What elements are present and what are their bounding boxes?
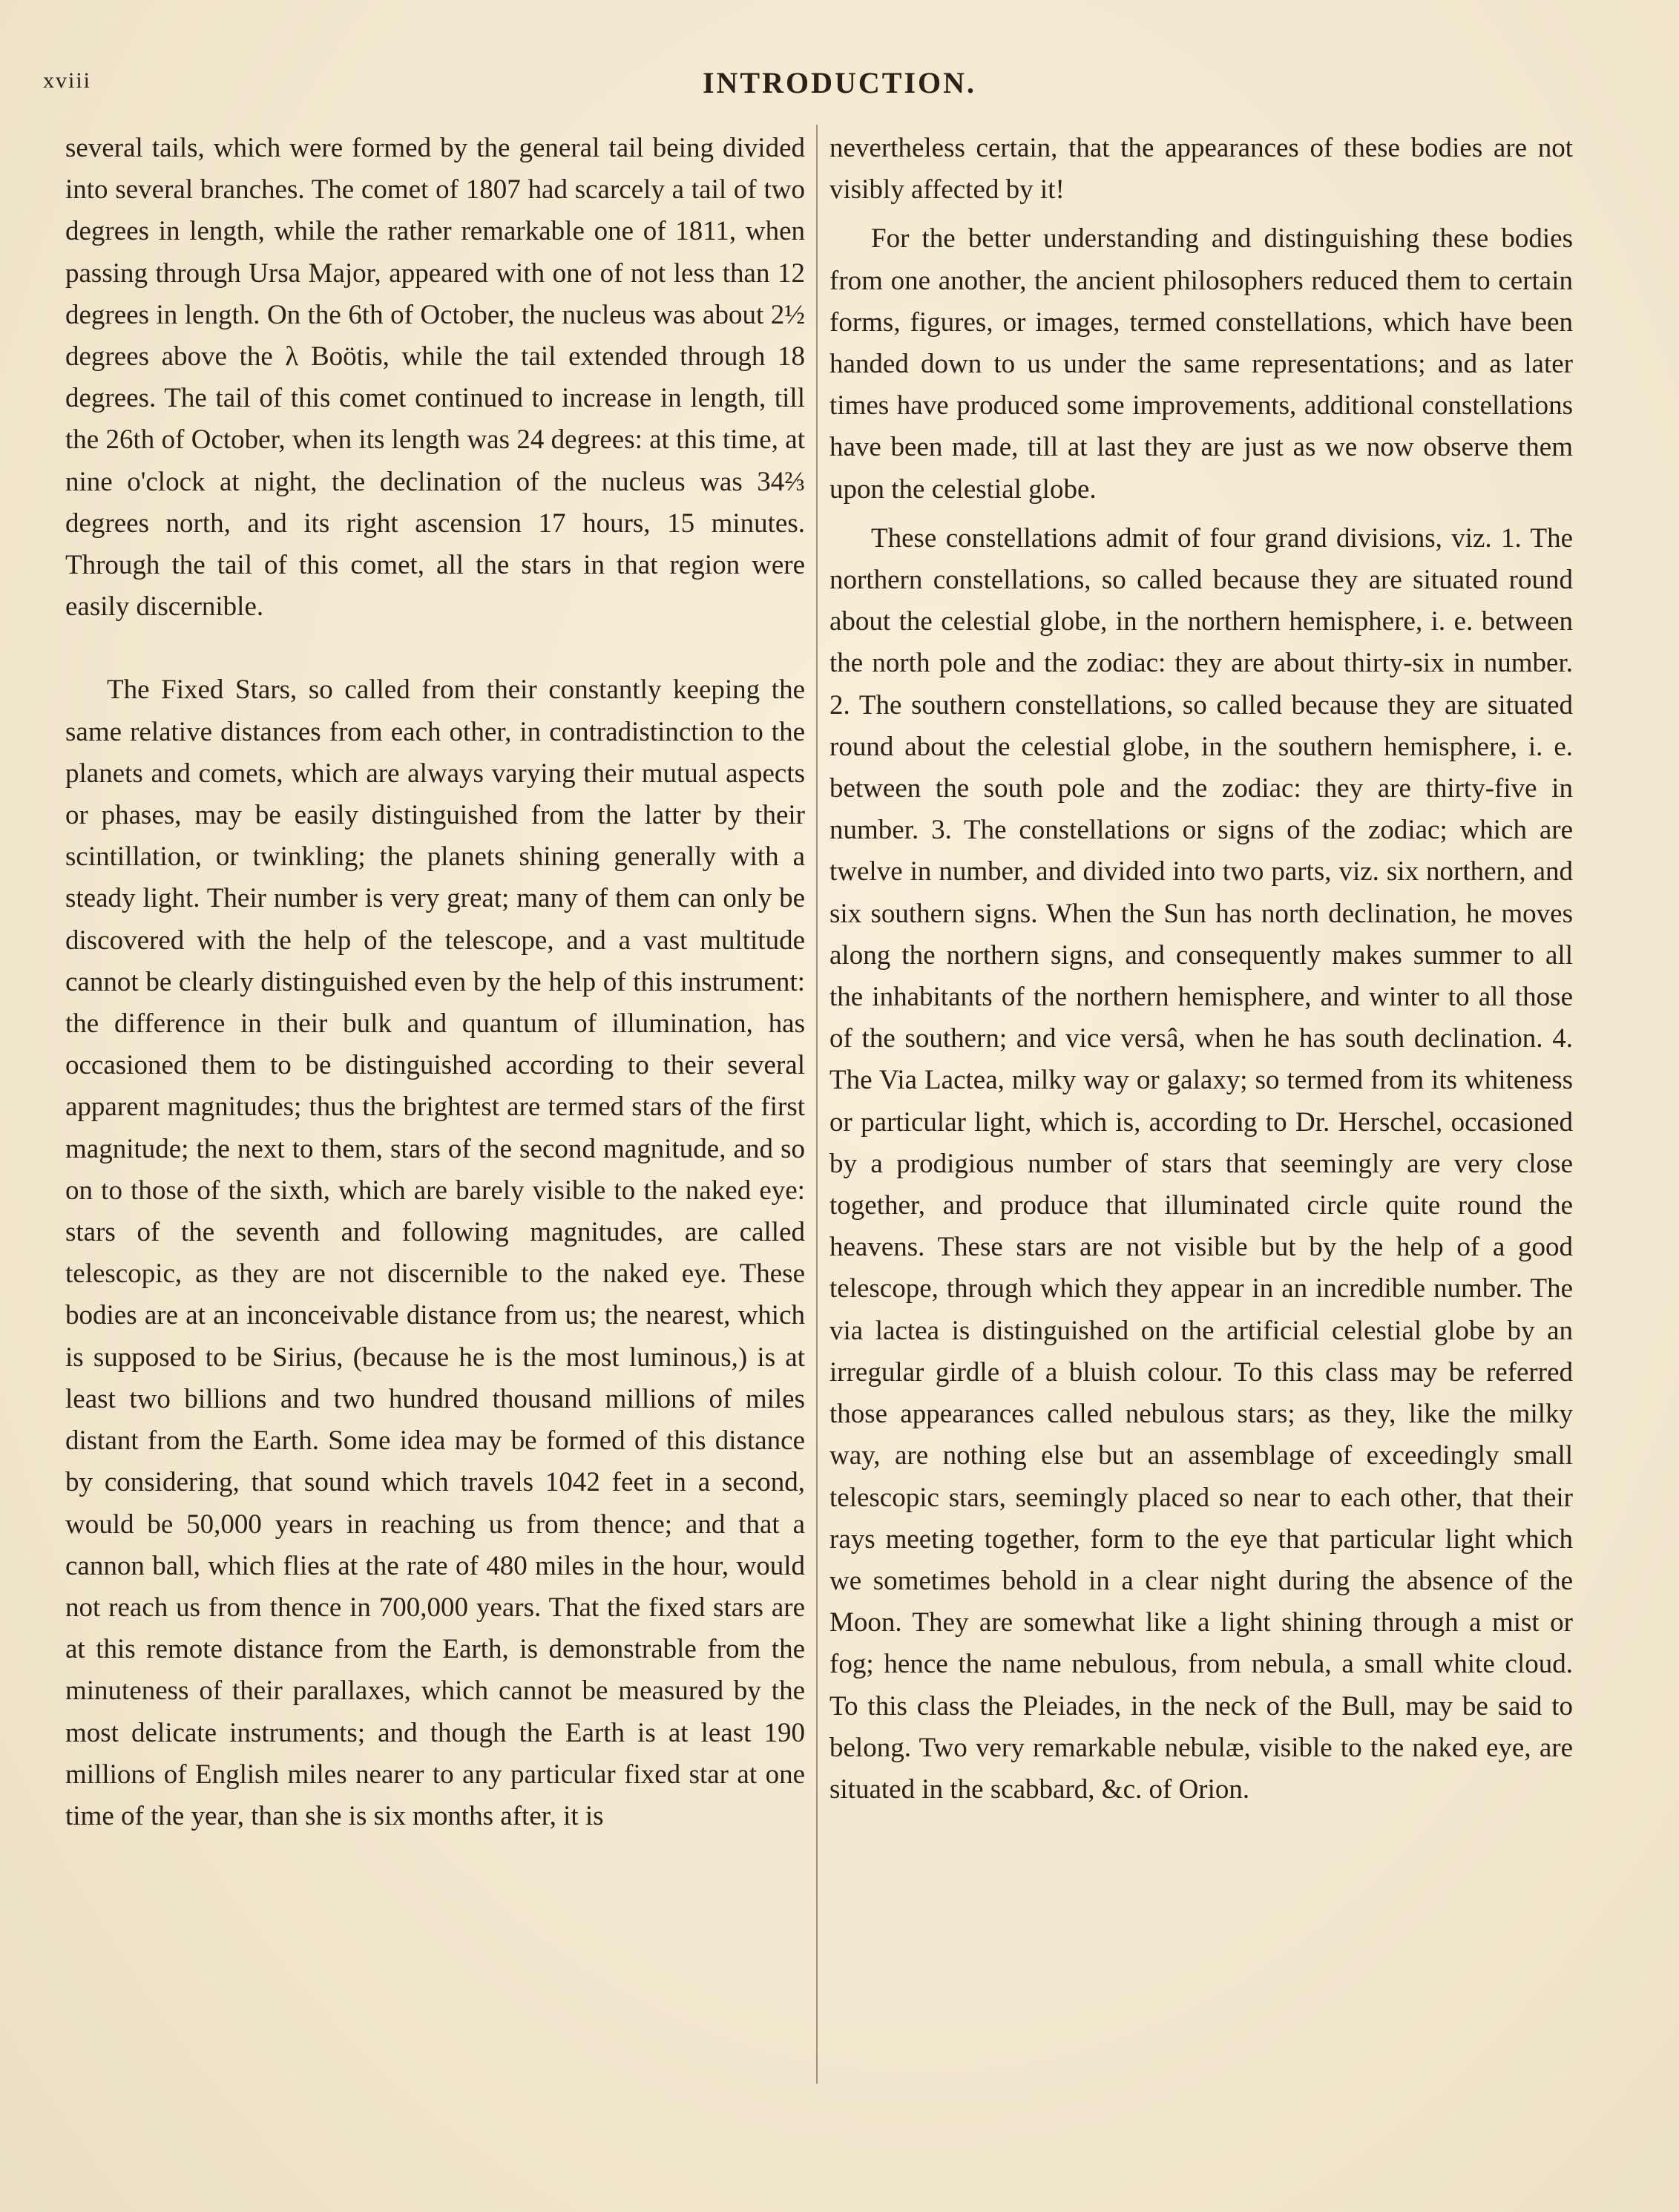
left-column — [65, 128, 805, 1837]
paragraph-gap — [65, 628, 805, 669]
column-rule — [816, 125, 818, 2084]
right-column — [829, 128, 1573, 1811]
fixed-stars-paragraph: The Fixed Stars, so called from their constantly keeping the same relative distances from each other, in contradistinction to the planets and comets, which are always varying their mutual aspects or phases, may be easily distinguished from the latter by their scintillation, or twinkling; the planets shining generally with a steady light. Their number is very great; many of them can only be discovered with the help of the telescope, and a vast multitude cannot be clearly distinguished even by the help of this instrument: the difference in their bulk and quantum of illumination, has occasioned them to be distinguished according to their several apparent magnitudes; thus the brightest are termed stars of the first magnitude; the next to them, stars of the second magnitude, and so on to those of the sixth, which are barely visible to the naked eye: stars of the seventh and following magnitudes, are called telescopic, as they are not discernible to the naked eye. These bodies are at an inconceivable distance from us; the nearest, which is supposed to be Sirius, (because he is the most luminous,) is at least two billions and two hundred thousand millions of miles distant from the Earth. Some idea may be formed of this distance by considering, that sound which travels 1042 feet in a second, would be 50,000 years in reaching us from thence; and that a cannon ball, which flies at the rate of 480 miles in the hour, would not reach us from thence in 700,000 years. That the fixed stars are at this remote distance from the Earth, is demonstrable from the minuteness of their parallaxes, which cannot be measured by the most delicate instruments; and though the Earth is at least 190 millions of English miles nearer to any particular fixed star at one time of the year, than she is six months after, it is — [65, 675, 805, 1831]
page-number: xviii — [43, 68, 92, 93]
running-head: INTRODUCTION. — [702, 66, 977, 99]
constellation-divisions-paragraph: These constellations admit of four grand divisions, viz. 1. The northern constellations, so called because they are situated round about the celestial globe, in the northern hemisphere, i. e. between the north pole and the zodiac: they are about thirty-six in number. 2. The southern constellations, so called because they are situated round about the celestial globe, in the southern hemisphere, i. e. between the south pole and the zodiac: they are thirty-five in number. 3. The constellations or signs of the zodiac; which are twelve in number, and divided into two parts, viz. six northern, and six southern signs. When the Sun has north declination, he moves along the northern signs, and consequently makes summer to all the inhabitants of the northern hemisphere, and winter to all those of the southern; and vice versâ, when he has south declination. 4. The Via Lactea, milky way or galaxy; so termed from its whiteness or particular light, which is, according to Dr. Herschel, occasioned by a prodigious number of stars that seemingly are very close together, and produce that illuminated circle quite round the heavens. These stars are not visible but by the help of a good telescope, through which they appear in an incredible number. The via lactea is distinguished on the artificial celestial globe by an irregular girdle of a bluish colour. To this class may be referred those appearances called nebulous stars; as they, like the milky way, are nothing else but an assemblage of exceedingly small telescopic stars, seemingly placed so near to each other, that their rays meeting together, form to the eye that particular light which we sometimes behold in a clear night during the absence of the Moon. They are somewhat like a light shining through a mist or fog; hence the name nebulous, from nebula, a small white cloud. To this class the Pleiades, in the neck of the Bull, may be said to belong. Two very remarkable nebulæ, visible to the naked eye, are situated in the scabbard, &c. of Orion. — [829, 522, 1573, 1805]
constellations-forms-paragraph: For the better understanding and distinguishing these bodies from one another, the ancient philosophers reduced them to certain forms, figures, or images, termed constellations, which have been handed down to us under the same representations; and as later times have produced some improvements, additional constellations have been made, till at last they are just as we now observe them upon the celestial globe. — [829, 223, 1573, 505]
continuation-paragraph: nevertheless certain, that the appearances of these bodies are not visibly affected by it! — [829, 133, 1573, 206]
comet-tail-paragraph: several tails, which were formed by the general tail being divided into several branches. The comet of 1807 had scarcely a tail of two degrees in length, while the rather remarkable one of 1811, when passing through Ursa Major, appeared with one of not less than 12 degrees in length. On the 6th of October, the nucleus was about 2½ degrees above the λ Boötis, while the tail extended through 18 degrees. The tail of this comet continued to increase in length, till the 26th of October, when its length was 24 degrees: at this time, at nine o'clock at night, the declination of the nucleus was 34⅔ degrees north, and its right ascension 17 hours, 15 minutes. Through the tail of this comet, all the stars in that region were easily discernible. — [65, 133, 805, 623]
